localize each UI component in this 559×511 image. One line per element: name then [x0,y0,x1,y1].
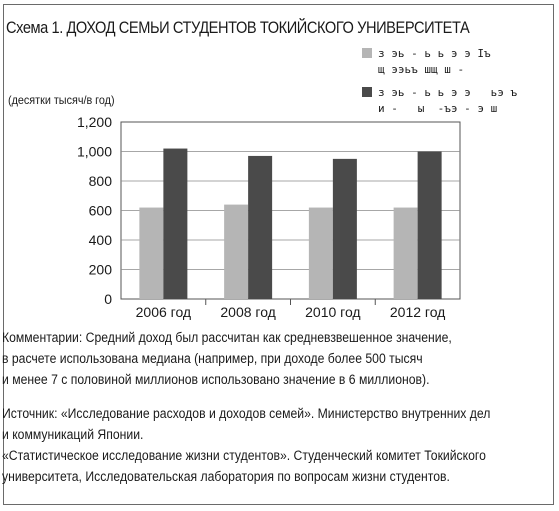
y-axis-unit-label: (десятки тысяч/в год) [8,93,115,107]
bar-series-1 [139,208,163,299]
x-tick-label: 2006 год [135,304,192,320]
bar-series-2 [163,149,187,299]
bar-series-2 [418,152,442,300]
y-tick-label: 400 [88,232,112,248]
x-tick-label: 2010 год [305,304,361,320]
x-tick-label: 2008 год [220,304,276,320]
x-tick-label: 2012 год [389,304,446,320]
legend-label-series-1: з эь - ь ь э э Iъ щ ээьъ шщ ш - [378,47,491,76]
bar-series-1 [224,205,248,299]
legend-label-series-2: з эь - ь ь э э ьэ ъ и - ы -ъэ - э ш [378,86,518,115]
source-text-1: Источник: «Исследование расходов и доходов семей». Министерство внутренних дел и коммуникаций Японии. [2,406,491,443]
chart-title: Схема 1. ДОХОД СЕМЬИ СТУДЕНТОВ ТОКИЙСКОГО УНИВЕРСИТЕТА [6,18,470,37]
bar-series-2 [333,159,357,299]
comment-text: Комментарии: Средний доход был рассчитан как средневзвешенное значение, в расчете использована медиана (например, при доходе более 500 тысяч и менее 7 с половиной миллионов использовано значение в 6 миллионов). [2,330,452,388]
notes [2,328,535,488]
bar-series-1 [394,208,418,299]
y-tick-label: 0 [104,291,112,307]
bar-series-2 [248,156,272,299]
y-tick-label: 1,000 [76,143,112,160]
y-tick-label: 1,200 [76,114,112,130]
y-tick-label: 800 [88,173,112,189]
source-text-2: «Статистическое исследование жизни студентов». Студенческий комитет Токийского университета, Исследовательская лаборатория по вопросам жизни студентов. [2,448,486,485]
bar-series-1 [309,208,333,299]
y-tick-label: 600 [88,202,112,219]
y-tick-label: 200 [88,261,112,278]
